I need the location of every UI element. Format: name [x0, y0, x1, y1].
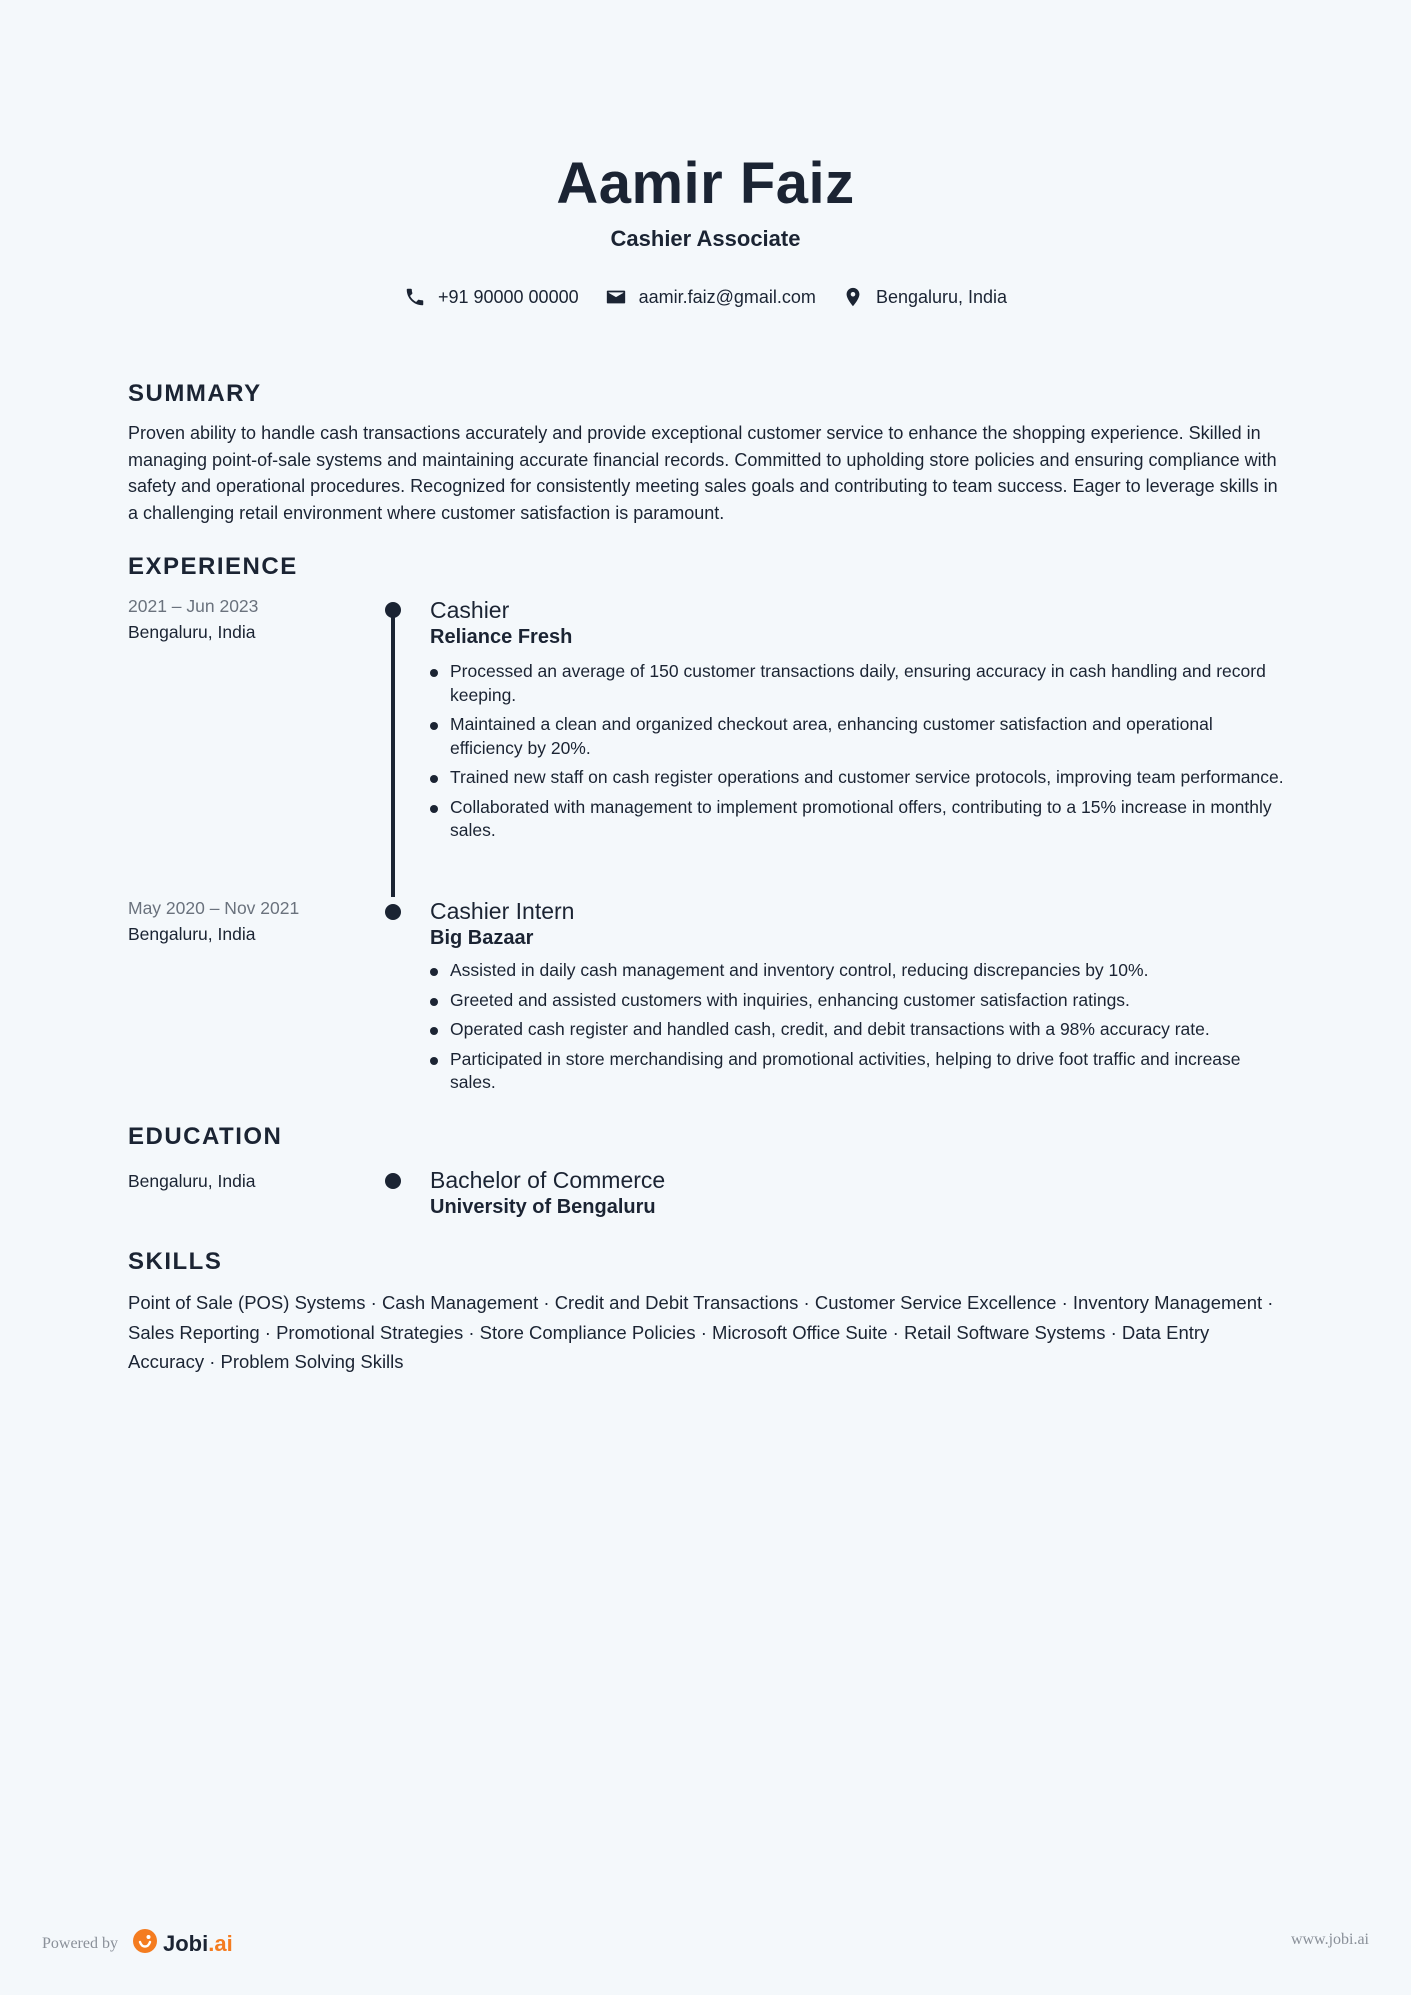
experience-1-company: Reliance Fresh	[430, 626, 573, 648]
mail-icon	[605, 286, 627, 308]
contact-location	[842, 286, 1007, 308]
timeline-line	[391, 610, 395, 897]
summary-text: Proven ability to handle cash transactions accurately and provide exceptional customer service to enhance the shopping experience. Skilled in managing point-of-sale systems and maintaining accurate financial records. Committed to upholding store policies and ensuring compliance with safety and operational procedures. Recognized for consistently meeting sales goals and contributing to team success. Eager to leverage skills in a challenging retail environment where customer satisfaction is paramount.	[128, 423, 1278, 523]
location-pin-icon	[842, 286, 864, 308]
list-item: Collaborated with management to implement promotional offers, contributing to a 15% increase in monthly sales.	[430, 796, 1290, 843]
experience-1-dates: 2021 – Jun 2023	[128, 596, 259, 616]
experience-1-bullets	[430, 660, 1290, 843]
experience-2-meta	[128, 895, 299, 947]
experience-2-bullets	[430, 959, 1290, 1095]
experience-1-meta	[128, 593, 258, 645]
list-item: Operated cash register and handled cash, credit, and debit transactions with a 98% accuracy rate.	[430, 1018, 1290, 1042]
phone-icon	[404, 286, 426, 308]
jobi-logo[interactable]	[132, 1928, 233, 1960]
list-item: Processed an average of 150 customer transactions daily, ensuring accuracy in cash handling and record keeping.	[430, 660, 1290, 707]
education-degree: Bachelor of Commerce	[430, 1167, 666, 1193]
contact-row	[0, 286, 1411, 308]
skills-heading: SKILLS	[128, 1248, 223, 1275]
education-heading: EDUCATION	[128, 1123, 283, 1150]
jobi-logo-icon	[132, 1928, 158, 1960]
experience-2-location: Bengaluru, India	[128, 924, 256, 944]
logo-main-text: Jobi	[162, 1931, 209, 1956]
experience-heading: EXPERIENCE	[128, 553, 298, 580]
summary-heading: SUMMARY	[128, 380, 262, 407]
education-location: Bengaluru, India	[128, 1171, 256, 1191]
timeline-dot	[385, 904, 401, 920]
candidate-role: Cashier Associate	[610, 226, 801, 251]
contact-phone[interactable]	[404, 286, 579, 308]
experience-1-title: Cashier	[430, 597, 510, 623]
powered-by-label: Powered by	[42, 1935, 118, 1952]
skills-text: Point of Sale (POS) Systems · Cash Management · Credit and Debit Transactions · Customer Service Excellence · Inventory Management · Sales Reporting · Promotional Strategies · Store Compliance Policies · Microsoft Office Suite · Retail Software Systems · Data Entry Accuracy · Problem Solving Skills	[128, 1292, 1274, 1372]
experience-2	[430, 897, 1290, 1101]
list-item: Assisted in daily cash management and inventory control, reducing discrepancies by 10%.	[430, 959, 1290, 983]
education-meta	[128, 1168, 255, 1194]
powered-by	[42, 1928, 233, 1960]
contact-email[interactable]	[605, 286, 816, 308]
timeline-dot	[385, 1173, 401, 1189]
footer-website[interactable]: www.jobi.ai	[1290, 1931, 1369, 1948]
list-item: Participated in store merchandising and promotional activities, helping to drive foot traffic and increase sales.	[430, 1048, 1290, 1095]
candidate-name: Aamir Faiz	[556, 151, 855, 216]
education-school: University of Bengaluru	[430, 1196, 656, 1218]
list-item: Trained new staff on cash register operations and customer service protocols, improving team performance.	[430, 766, 1290, 790]
email-text: aamir.faiz@gmail.com	[638, 286, 816, 307]
experience-1-location: Bengaluru, India	[128, 622, 256, 642]
experience-1	[430, 596, 1290, 849]
experience-2-company: Big Bazaar	[430, 927, 534, 949]
phone-text: +91 90000 00000	[437, 286, 579, 307]
list-item: Maintained a clean and organized checkout area, enhancing customer satisfaction and operational efficiency by 20%.	[430, 713, 1290, 760]
experience-2-dates: May 2020 – Nov 2021	[128, 898, 300, 918]
location-text: Bengaluru, India	[875, 286, 1008, 307]
list-item: Greeted and assisted customers with inquiries, enhancing customer satisfaction ratings.	[430, 989, 1290, 1013]
education-entry	[430, 1166, 1290, 1220]
logo-accent-text: .ai	[208, 1931, 233, 1956]
experience-2-title: Cashier Intern	[430, 898, 575, 924]
